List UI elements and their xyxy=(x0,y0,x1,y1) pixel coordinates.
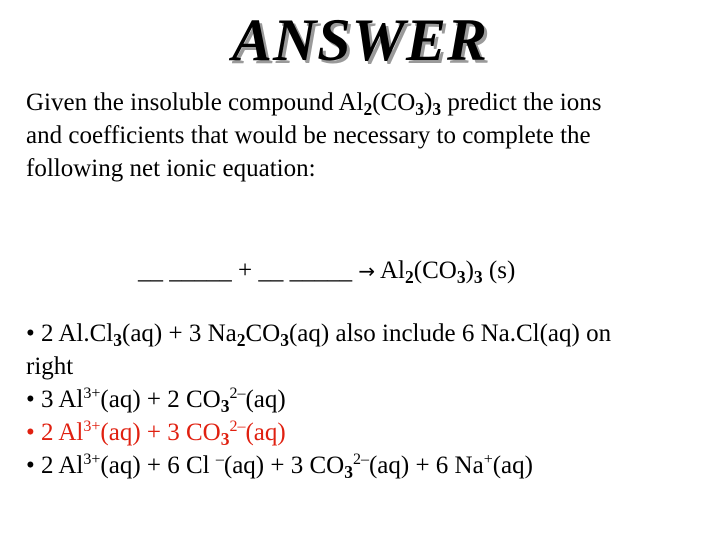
question-line-2: and coefficients that would be necessary to complete the xyxy=(26,122,591,149)
answer-list xyxy=(26,317,611,482)
answer-item-1: • 2 $Al.Cl_3(aq) + 3$ $Na_2CO_3(aq)$ also include 6 Na.Cl(aq) on xyxy=(26,320,612,350)
equation-blanks: __ _____ + __ _____ xyxy=(138,257,359,284)
answer-item-3-correct: • 2 $Al^{3+}(aq) + 3$ $CO_3^{2-}(aq)$ xyxy=(26,418,286,449)
slide-title: ANSWER xyxy=(231,7,489,73)
question-line-3: following net ionic equation: xyxy=(26,155,316,182)
question-text xyxy=(26,86,602,185)
question-line-1: Given the insoluble compound $Al_2(CO_3)_3$ predict the ions xyxy=(26,89,602,119)
answer-item-1-continued: right xyxy=(26,353,74,380)
net-ionic-equation: __ _____ + __ _____ → $Al_2(CO_3)_3$ (s) xyxy=(138,257,516,287)
reaction-arrow-icon: → xyxy=(358,259,376,283)
answer-item-4: • 2 $Al^{3+}(aq) + 6$ Cl –(aq) + 3 $CO_3^{2-}(aq) + 6$ Na+(aq) xyxy=(26,451,533,482)
answer-item-2: • 3 $Al^{3+}(aq) + 2$ $CO_3^{2-}(aq)$ xyxy=(26,385,286,416)
